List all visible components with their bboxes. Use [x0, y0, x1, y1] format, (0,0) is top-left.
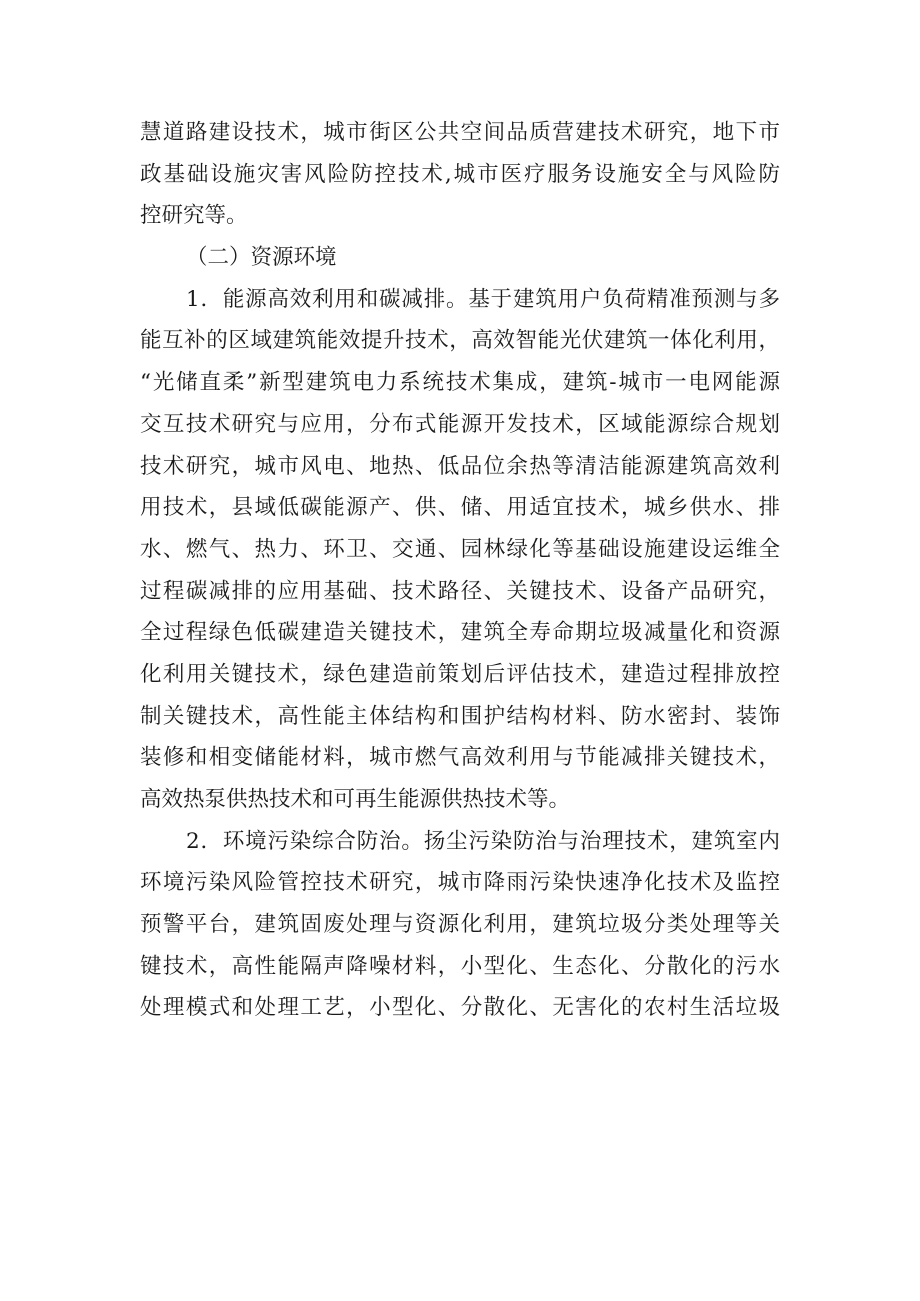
paragraph-line: 键技术，高性能隔声降噪材料，小型化、生态化、分散化的污水 [140, 953, 780, 979]
paragraph-line: 控研究等。 [140, 203, 248, 229]
paragraph-line: 水、燃气、热力、环卫、交通、园林绿化等基础设施建设运维全 [140, 536, 780, 562]
paragraph-line: 慧道路建设技术，城市街区公共空间品质营建技术研究，地下市 [140, 120, 780, 145]
paragraph-line: 高效热泵供热技术和可再生能源供热技术等。 [140, 787, 571, 812]
paragraph-line: 化利用关键技术，绿色建造前策划后评估技术，建造过程排放控 [140, 661, 780, 687]
paragraph-line: “光储直柔”新型建筑电力系统技术集成，建筑-城市一电网能源 [140, 370, 780, 396]
section-heading: （二）资源环境 [186, 245, 337, 271]
paragraph-line: 2．环境污染综合防治。扬尘污染防治与治理技术，建筑室内 [186, 828, 780, 854]
text-body [0, 112, 920, 1029]
paragraph-line: 装修和相变储能材料，城市燃气高效利用与节能减排关键技术， [140, 745, 780, 771]
paragraph-line: 政基础设施灾害风险防控技术,城市医疗服务设施安全与风险防 [140, 161, 780, 187]
paragraph-line: 用技术，县域低碳能源产、供、储、用适宜技术，城乡供水、排 [140, 495, 780, 521]
paragraph-line: 能互补的区域建筑能效提升技术，高效智能光伏建筑一体化利用， [140, 328, 780, 354]
paragraph-line: 过程碳减排的应用基础、技术路径、关键技术、设备产品研究， [140, 578, 780, 604]
paragraph-line: 全过程绿色低碳建造关键技术，建筑全寿命期垃圾减量化和资源 [140, 620, 780, 646]
paragraph-line: 交互技术研究与应用，分布式能源开发技术，区域能源综合规划 [140, 411, 780, 437]
paragraph-line: 预警平台，建筑固废处理与资源化利用，建筑垃圾分类处理等关 [140, 912, 780, 938]
paragraph-line: 环境污染风险管控技术研究，城市降雨污染快速净化技术及监控 [140, 870, 780, 896]
paragraph-line: 技术研究，城市风电、地热、低品位余热等清洁能源建筑高效利 [140, 453, 780, 479]
paragraph-line: 制关键技术，高性能主体结构和围护结构材料、防水密封、装饰 [140, 703, 780, 729]
paragraph-line: 1．能源高效利用和碳减排。基于建筑用户负荷精准预测与多 [186, 286, 780, 312]
paragraph-line: 处理模式和处理工艺，小型化、分散化、无害化的农村生活垃圾 [140, 995, 780, 1021]
